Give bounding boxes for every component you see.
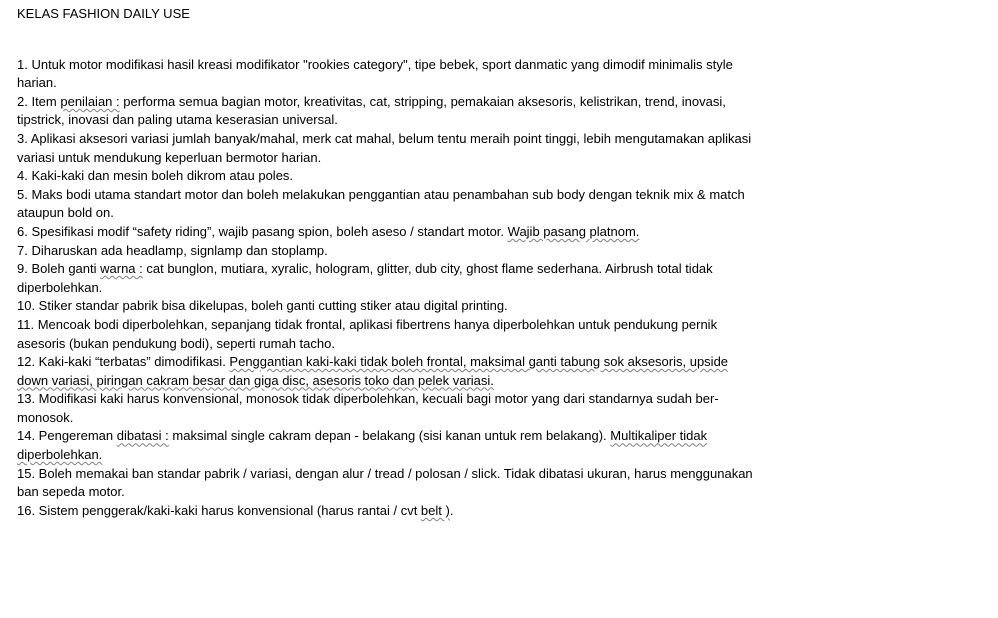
rule-text: 6. Spesifikasi modif “safety riding”, wajib pasang spion, boleh aseso / standart motor. [17,223,508,239]
spellcheck-flagged-text: warna : [100,261,143,277]
rule-item [17,465,757,502]
rule-text: 4. Kaki-kaki dan mesin boleh dikrom atau poles. [17,168,294,184]
rule-item [17,502,757,521]
spellcheck-flagged-text: Penggantian kaki-kaki tidak boleh frontal, maksimal ganti tabung sok aksesoris, upside down variasi, piringan cakram besar dan giga disc, asesoris toko dan pelek variasi. [17,354,729,388]
rule-text: 13. Modifikasi kaki harus konvensional, monosok tidak diperbolehkan, kecuali bagi motor yang dari standarnya sudah ber-monosok. [17,391,719,425]
spellcheck-flagged-text: penilaian : [60,93,120,109]
rule-item [17,260,757,297]
rule-text: 9. Boleh ganti [17,261,101,277]
rule-item [17,56,757,93]
rules-list [17,56,757,521]
rule-item [17,223,757,242]
rule-text: . [449,502,454,518]
rule-item [17,93,757,130]
rule-item [17,186,757,223]
rule-item [17,297,757,316]
rule-item [17,353,757,390]
rule-text: 3. Aplikasi aksesori variasi jumlah banyak/mahal, merk cat mahal, belum tentu meraih point tinggi, lebih mengutamakan aplikasi variasi untuk mendukung keperluan bermotor harian. [17,130,752,165]
spellcheck-flagged-text: Wajib pasang platnom. [507,223,640,239]
rule-text: 7. Diharuskan ada headlamp, signlamp dan stoplamp. [17,242,328,258]
rule-text: 12. Kaki-kaki “terbatas” dimodifikasi. [17,354,230,370]
rule-text: 2. Item [17,93,61,109]
document-page [17,5,757,520]
rule-text: 5. Maks bodi utama standart motor dan boleh melakukan penggantian atau penambahan sub body dengan teknik mix & match ataupun bold on. [17,186,745,221]
rule-text: 1. Untuk motor modifikasi hasil kreasi modifikator "rookies category", tipe bebek, sport danmatic yang dimodif minimalis style harian. [17,56,733,91]
spellcheck-flagged-text: dibatasi : [116,428,169,444]
spellcheck-flagged-text: belt ) [420,502,450,518]
rule-text: 10. Stiker standar pabrik bisa dikelupas, boleh ganti cutting stiker atau digital printing. [17,298,508,314]
rule-text: performa semua bagian motor, kreativitas, cat, stripping, pemakaian aksesoris, kelistrikan, trend, inovasi, tipstrick, inovasi dan paling utama keserasian universal. [17,93,726,128]
rule-text: 15. Boleh memakai ban standar pabrik / variasi, dengan alur / tread / polosan / slick. Tidak dibatasi ukuran, harus menggunakan ban sepeda motor. [17,465,753,500]
spellcheck-flagged-text: Multikaliper tidak diperbolehkan. [17,428,708,463]
rule-text: maksimal single cakram depan - belakang (sisi kanan untuk rem belakang). [168,428,611,444]
rule-text: 16. Sistem penggerak/kaki-kaki harus konvensional (harus rantai / cvt [17,502,421,518]
rule-item [17,167,757,186]
rule-text: cat bunglon, mutiara, xyralic, hologram, glitter, dub city, ghost flame sederhana. Airbrush total tidak diperbolehkan. [17,261,713,295]
rule-text: 11. Mencoak bodi diperbolehkan, sepanjang tidak frontal, aplikasi fibertrens hanya diperbolehkan untuk pendukung pernik asesoris (bukan pendukung bodi), seperti rumah tacho. [17,316,718,351]
rule-item [17,130,757,167]
rule-item [17,316,757,353]
rule-item [17,390,757,427]
rule-item [17,242,757,261]
rule-item [17,427,757,464]
rule-text: 14. Pengereman [17,428,117,444]
document-title: KELAS FASHION DAILY USE [17,6,190,21]
